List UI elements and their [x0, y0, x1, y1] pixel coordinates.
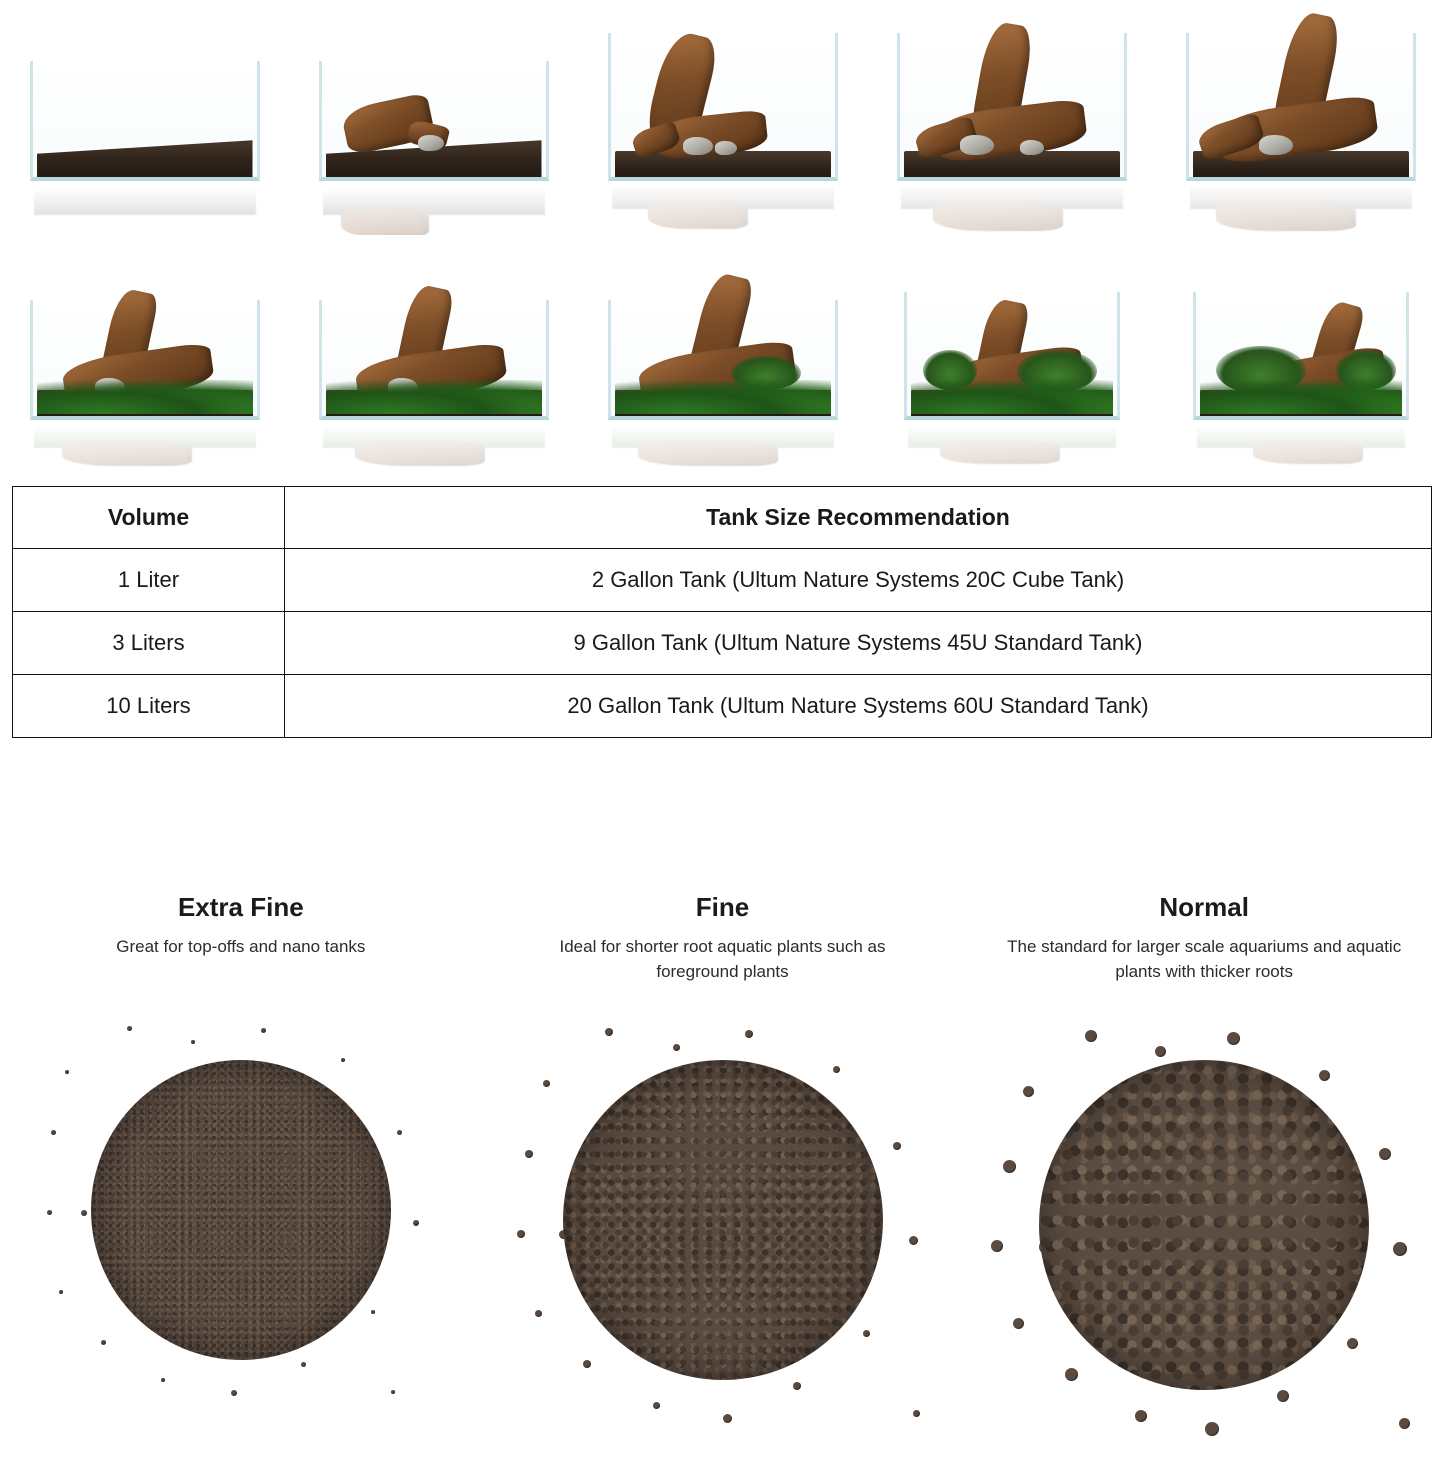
gallery-cell	[289, 0, 578, 239]
cell-recommendation: 20 Gallon Tank (Ultum Nature Systems 60U Standard Tank)	[285, 675, 1432, 738]
normal-substrate-pile	[963, 1000, 1445, 1440]
cell-recommendation: 9 Gallon Tank (Ultum Nature Systems 45U Standard Tank)	[285, 612, 1432, 675]
table-row	[13, 612, 1432, 675]
rock-shape	[1020, 140, 1044, 155]
tank-reflection	[30, 189, 260, 235]
tank-illustration	[30, 300, 260, 420]
grain-description: Ideal for shorter root aquatic plants such as foreground plants	[559, 937, 886, 981]
tank-illustration	[319, 300, 549, 420]
substrate-layer	[37, 137, 253, 177]
grain-pile-core	[1039, 1060, 1369, 1390]
rock-shape	[418, 135, 444, 151]
tank-reflection	[608, 185, 838, 235]
tank-illustration	[608, 33, 838, 181]
rock-shape	[715, 141, 737, 155]
grain-title: Fine	[695, 892, 750, 922]
cell-volume: 10 Liters	[13, 675, 285, 738]
gallery-row-1	[0, 0, 1445, 239]
grain-type-extra-fine	[0, 860, 482, 1459]
fine-substrate-pile	[482, 1000, 964, 1440]
tank-size-table-wrapper	[12, 486, 1432, 738]
tank-illustration	[897, 33, 1127, 181]
cell-recommendation: 2 Gallon Tank (Ultum Nature Systems 20C Cube Tank)	[285, 549, 1432, 612]
tank-reflection	[1193, 426, 1409, 474]
gallery-cell	[0, 0, 289, 239]
table-row	[13, 549, 1432, 612]
plant-layer	[1200, 380, 1402, 414]
cell-volume: 3 Liters	[13, 612, 285, 675]
grain-type-normal	[963, 860, 1445, 1459]
grain-pile-core	[91, 1060, 391, 1360]
tank-illustration	[319, 61, 549, 181]
tank-reflection	[904, 426, 1120, 474]
gallery-cell	[867, 0, 1156, 239]
grain-size-comparison	[0, 860, 1445, 1459]
tank-reflection	[1186, 185, 1416, 235]
rock-shape	[1259, 135, 1293, 155]
column-header-volume: Volume	[13, 487, 285, 549]
tank-reflection	[608, 426, 838, 474]
plant-layer	[615, 380, 831, 414]
tank-illustration	[30, 61, 260, 181]
rock-shape	[683, 137, 713, 155]
grain-title: Normal	[1159, 892, 1249, 922]
tank-illustration	[1193, 292, 1409, 420]
rock-shape	[960, 135, 994, 155]
column-header-tank-size: Tank Size Recommendation	[285, 487, 1432, 549]
cell-volume: 1 Liter	[13, 549, 285, 612]
plant-layer	[326, 380, 542, 414]
plant-layer	[911, 380, 1113, 414]
gallery-row-2	[0, 239, 1445, 478]
grain-title: Extra Fine	[177, 892, 304, 922]
tank-reflection	[897, 185, 1127, 235]
tank-illustration	[904, 292, 1120, 420]
gallery-cell	[578, 239, 867, 478]
gallery-cell	[867, 239, 1156, 478]
table-header-row	[13, 487, 1432, 549]
aquascape-gallery	[0, 0, 1445, 478]
table-row	[13, 675, 1432, 738]
grain-pile-core	[563, 1060, 883, 1380]
tank-reflection	[319, 189, 549, 235]
grain-type-fine	[482, 860, 964, 1459]
gallery-cell	[1156, 239, 1445, 478]
gallery-cell	[0, 239, 289, 478]
tank-reflection	[30, 426, 260, 474]
tank-illustration	[608, 300, 838, 420]
plant-layer	[37, 380, 253, 414]
grain-description: The standard for larger scale aquariums and aquatic plants with thicker roots	[1007, 937, 1402, 981]
tank-size-recommendation-table	[12, 486, 1432, 738]
tank-illustration	[1186, 33, 1416, 181]
extra-fine-substrate-pile	[0, 1000, 482, 1440]
tank-reflection	[319, 426, 549, 474]
gallery-cell	[1156, 0, 1445, 239]
grain-description: Great for top-offs and nano tanks	[116, 937, 366, 956]
gallery-cell	[578, 0, 867, 239]
gallery-cell	[289, 239, 578, 478]
